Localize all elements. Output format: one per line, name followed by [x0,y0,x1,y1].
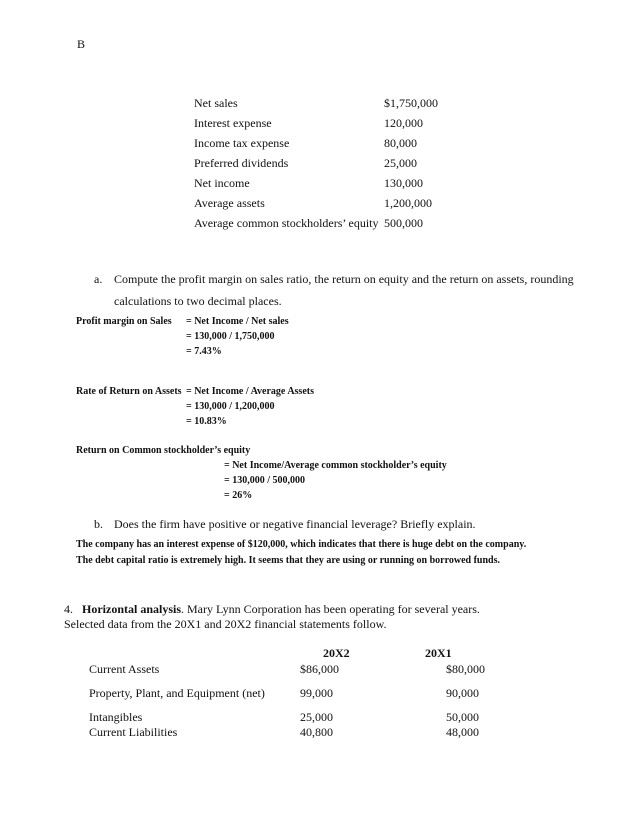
roa-result: = 10.83% [186,416,227,427]
table-row-v2-intangibles: 25,000 [300,710,333,724]
given-value-net-income: 130,000 [384,176,423,190]
table-row-v1-ppe: 90,000 [446,686,479,700]
table-row-v2-current-liabilities: 40,800 [300,725,333,739]
question-b-marker: b. [94,517,103,531]
roe-formula: = Net Income/Average common stockholder’s equity [224,460,447,471]
section4-title: Horizontal analysis [82,602,182,616]
table-row-label-intangibles: Intangibles [89,710,143,724]
profit-margin-result: = 7.43% [186,346,222,357]
answer-b-line1: The company has an interest expense of $120,000, which indicates that there is huge debt on the company. [76,539,527,550]
col-header-20x1: 20X1 [425,646,452,660]
section4-line1-rest: . Mary Lynn Corporation has been operating for several years. [181,602,480,616]
question-a-marker: a. [94,272,103,286]
roa-label: Rate of Return on Assets [76,386,182,397]
table-row-v2-ppe: 99,000 [300,686,333,700]
given-value-interest-expense: 120,000 [384,116,423,130]
profit-margin-formula: = Net Income / Net sales [186,316,289,327]
given-label-interest-expense: Interest expense [194,116,272,130]
given-label-net-sales: Net sales [194,96,238,110]
given-label-average-assets: Average assets [194,196,265,210]
answer-b-line2: The debt capital ratio is extremely high. It seems that they are using or running on borrowed funds. [76,555,500,566]
given-label-preferred-dividends: Preferred dividends [194,156,289,170]
section4-line2: Selected data from the 20X1 and 20X2 financial statements follow. [64,617,387,631]
question-a-line1: Compute the profit margin on sales ratio, the return on equity and the return on assets, rounding [114,272,574,286]
table-row-v1-current-liabilities: 48,000 [446,725,479,739]
table-row-v2-current-assets: $86,000 [300,662,339,676]
given-value-average-equity: 500,000 [384,216,423,230]
given-value-income-tax: 80,000 [384,136,417,150]
profit-margin-step: = 130,000 / 1,750,000 [186,331,275,342]
given-label-net-income: Net income [194,176,250,190]
question-a-line2: calculations to two decimal places. [114,294,282,308]
given-value-average-assets: 1,200,000 [384,196,432,210]
table-row-label-current-liabilities: Current Liabilities [89,725,178,739]
profit-margin-label: Profit margin on Sales [76,316,172,327]
page-letter: B [77,37,86,51]
given-label-average-equity: Average common stockholders’ equity [194,216,379,230]
roe-result: = 26% [224,490,253,501]
roa-step: = 130,000 / 1,200,000 [186,401,275,412]
given-label-income-tax: Income tax expense [194,136,290,150]
section4-number: 4. [64,602,73,616]
col-header-20x2: 20X2 [323,646,350,660]
given-value-net-sales: $1,750,000 [384,96,438,110]
section4-heading [64,602,480,617]
roa-formula: = Net Income / Average Assets [186,386,314,397]
table-row-v1-intangibles: 50,000 [446,710,479,724]
table-row-v1-current-assets: $80,000 [446,662,485,676]
question-b-text: Does the firm have positive or negative financial leverage? Briefly explain. [114,517,476,531]
given-value-preferred-dividends: 25,000 [384,156,417,170]
roe-step: = 130,000 / 500,000 [224,475,305,486]
roe-label: Return on Common stockholder’s equity [76,445,251,456]
table-row-label-current-assets: Current Assets [89,662,160,676]
table-row-label-ppe: Property, Plant, and Equipment (net) [89,686,265,700]
